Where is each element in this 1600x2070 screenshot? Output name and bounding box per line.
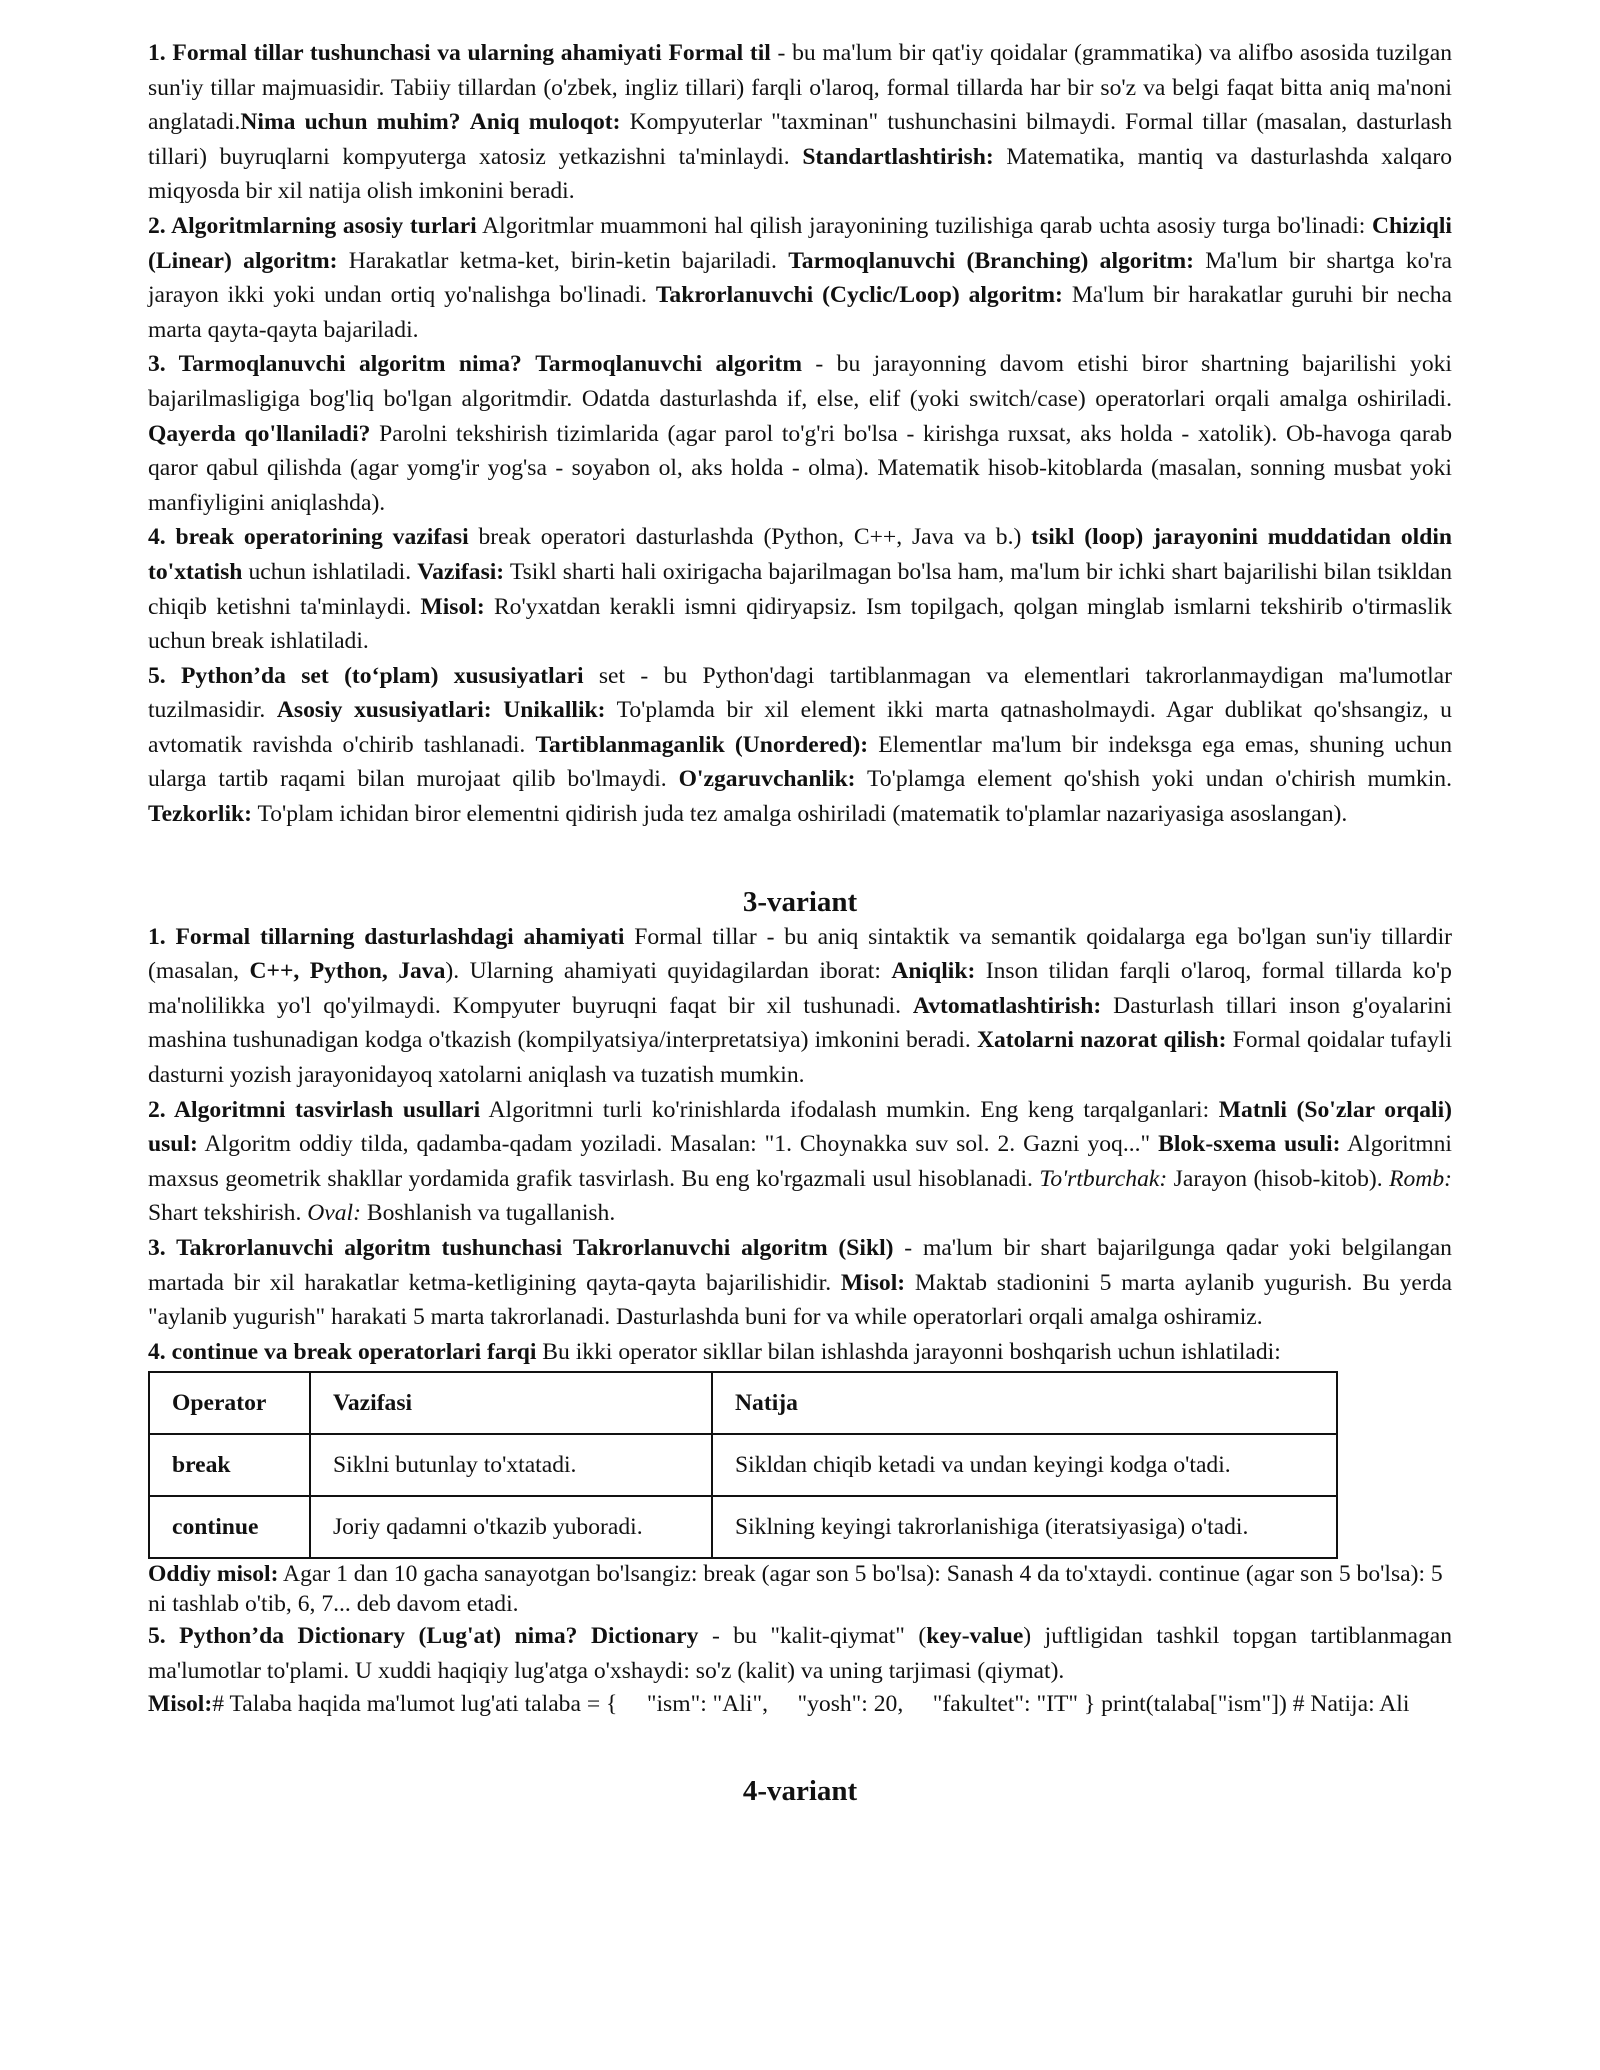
v2-q5-mutable-text: To'plamga element qo'shish yoki undan o'chirish mumkin. xyxy=(855,766,1452,793)
v2-q1-clarity-label: Aniq muloqot: xyxy=(469,109,621,136)
v2-question-4 xyxy=(148,520,1452,658)
v2-q2-title: 2. Algoritmlarning asosiy turlari xyxy=(148,212,477,239)
v3-q2-oval-label: Oval: xyxy=(307,1200,361,1227)
v2-q3-definition: - bu jarayonning davom etishi biror shartning bajarilishi yoki bajarilmasligiga bog'liq bo'lgan algoritmdir. Odatda dasturlashda if, else, elif (yoki switch/case) operatorlari orqali amalga oshiriladi. xyxy=(148,351,1452,412)
v3-q4-title: 4. continue va break operatorlari farqi xyxy=(148,1338,537,1365)
v2-q2-intro: Algoritmlar muammoni hal qilish jarayonining tuzilishiga qarab uchta asosiy turga bo'linadi: xyxy=(476,212,1366,239)
v2-q2-linear-label: Chiziqli (Linear) algoritm: xyxy=(148,212,1452,274)
v3-q5-definition: - bu "kalit-qiymat" ( xyxy=(698,1623,927,1650)
v2-q5-mutable-label: O'zgaruvchanlik: xyxy=(678,766,856,793)
v2-q3-where-label: Qayerda qo'llaniladi? xyxy=(148,420,371,447)
v2-q4-intro-end: uchun ishlatiladi. xyxy=(242,558,412,585)
v2-q1-std-label: Standartlashtirish: xyxy=(802,143,994,170)
v3-q2-flow-label: Blok-sxema usuli: xyxy=(1158,1131,1341,1158)
v3-question-3 xyxy=(148,1231,1452,1335)
v3-q4-simple-example xyxy=(148,1559,1452,1619)
v3-q1-title: 1. Formal tillarning dasturlashdagi ahamiyati xyxy=(148,923,625,950)
table-cell-operator: continue xyxy=(149,1496,310,1558)
table-cell-task: Joriy qadamni o'tkazib yuboradi. xyxy=(310,1496,712,1558)
table-cell-operator: break xyxy=(149,1434,310,1496)
v2-q3-title: 3. Tarmoqlanuvchi algoritm nima? xyxy=(148,351,522,378)
v2-q4-intro: break operatori dasturlashda (Python, C++, Java va b.) xyxy=(468,524,1032,551)
v2-q2-loop-label: Takrorlanuvchi (Cyclic/Loop) algoritm: xyxy=(655,282,1063,309)
v3-q5-title: 5. Python’da Dictionary (Lug'at) nima? xyxy=(148,1623,578,1650)
variant-4-heading: 4-variant xyxy=(742,1774,858,1807)
v2-q5-unique-label: Unikallik: xyxy=(503,697,606,724)
v3-q1-accuracy-label: Aniqlik: xyxy=(891,958,976,985)
v3-q2-rect-label: To'rtburchak: xyxy=(1039,1165,1168,1192)
v2-question-3 xyxy=(148,347,1452,520)
v3-q1-error-text: Formal qoidalar tufayli dasturni yozish jarayonidayoq xatolarni aniqlash va tuzatish mumkin. xyxy=(148,1027,1452,1089)
v3-q1-intro: Formal tillar - bu aniq sintaktik va semantik qoidalarga ega bo'lgan sun'iy tillardir (masalan, xyxy=(148,923,1452,985)
v3-q5-example-label: Misol: xyxy=(148,1690,213,1717)
v3-q1-langs: C++, Python, Java xyxy=(249,958,446,985)
v2-q1-std-text: Matematika, mantiq va dasturlashda xalqaro miqyosda bir xil natija olish imkonini beradi. xyxy=(148,143,1452,205)
v3-question-1 xyxy=(148,920,1452,1093)
table-row xyxy=(149,1496,1337,1558)
variant-3-heading: 3-variant xyxy=(742,885,858,918)
v2-q3-where-text: Parolni tekshirish tizimlarida (agar parol to'g'ri bo'lsa - kirishga ruxsat, aks holda - xatolik). Ob-havoga qarab qaror qabul qilishda (agar yomg'ir yog'sa - soyabon ol, aks holda - olma). Matematik hisob-kitoblarda (masalan, sonning musbat yoki manfiyligini aniqlashda). xyxy=(148,420,1452,516)
v3-q1-automation-label: Avtomatlashtirish: xyxy=(912,992,1102,1019)
v2-q1-why-label: Nima uchun muhim? xyxy=(240,109,461,136)
v3-q4-simple-label: Oddiy misol: xyxy=(148,1561,279,1588)
v3-q3-term: Takrorlanuvchi algoritm (Sikl) xyxy=(572,1235,894,1261)
v2-q5-definition: set - bu Python'dagi tartiblanmagan va elementlari takrorlanmaydigan ma'lumotlar tuzilmasidir. xyxy=(148,662,1452,724)
v2-q2-branch-label: Tarmoqlanuvchi (Branching) algoritm: xyxy=(788,247,1194,274)
v2-q4-title: 4. break operatorining vazifasi xyxy=(148,524,469,551)
v2-q5-unique-text: To'plamda bir xil element ikki marta qatnasholmaydi. Agar dublikat qo'shsangiz, u avtomatik ravishda o'chirib tashlanadi. xyxy=(148,697,1452,758)
table-header-operator: Operator xyxy=(149,1372,310,1434)
table-row xyxy=(149,1434,1337,1496)
v3-q2-flow-text: Algoritmni maxsus geometrik shakllar yordamida grafik tasvirlash. Bu eng ko'rgazmali usul hisoblanadi. xyxy=(148,1131,1452,1192)
v2-q4-task-label: Vazifasi: xyxy=(417,558,505,585)
v3-q1-error-label: Xatolarni nazorat qilish: xyxy=(976,1027,1227,1054)
v3-q4-simple-text: Agar 1 dan 10 gacha sanayotgan bo'lsangiz: break (agar son 5 bo'lsa): Sanash 4 da to'xtaydi. continue (agar son 5 bo'lsa): 5 ni tashlab o'tib, 6, 7... deb davom etadi. xyxy=(148,1561,1443,1618)
v3-q3-example-text: Maktab stadionini 5 marta aylanib yugurish. Bu yerda "aylanib yugurish" harakati 5 marta takrorlanadi. Dasturlashda buni for va while operatorlari orqali amalga oshiramiz. xyxy=(148,1269,1452,1331)
table-cell-task: Siklni butunlay to'xtatadi. xyxy=(310,1434,712,1496)
v2-q5-unordered-text: Elementlar ma'lum bir indeksga ega emas, shuning uchun ularga tartib raqami bilan murojaat qilib bo'lmaydi. xyxy=(148,731,1452,793)
v2-q4-bold-part: tsikl (loop) jarayonini muddatidan oldin to'xtatish xyxy=(148,524,1453,585)
v2-q2-linear-text: Harakatlar ketma-ket, birin-ketin bajariladi. xyxy=(337,247,777,274)
v2-q1-clarity-text: Kompyuterlar "taxminan" tushunchasini bilmaydi. Formal tillar (masalan, dasturlash tillari) buyruqlarni kompyuterga xatosiz yetkazishni ta'minlaydi. xyxy=(148,109,1452,170)
v2-q4-example-label: Misol: xyxy=(420,593,485,620)
v2-question-5 xyxy=(148,659,1452,832)
v3-q5-key-value: key-value xyxy=(926,1623,1024,1650)
operators-table xyxy=(148,1371,1338,1559)
v2-q1-definition: - bu ma'lum bir qat'iy qoidalar (grammatika) va alifbo asosida tuzilgan sun'iy tillar majmuasidir. Tabiiy tillardan (o'zbek, ingliz tillari) farqli o'laroq, formal tillarda har bir so'z va belgi faqat bitta aniq ma'noni anglatadi. xyxy=(148,40,1453,136)
v3-q1-automation-text: Dasturlash tillari inson g'oyalarini mashina tushunadigan kodga o'tkazish (kompilyatsiya/interpretatsiya) imkonini beradi. xyxy=(148,992,1452,1054)
v3-q3-example-label: Misol: xyxy=(840,1269,906,1296)
v3-q2-intro: Algoritmni turli ko'rinishlarda ifodalash mumkin. Eng keng tarqalganlari: xyxy=(480,1096,1210,1123)
v2-q2-branch-text: Ma'lum bir shartga ko'ra jarayon ikki yoki undan ortiq yo'nalishga bo'linadi. xyxy=(148,247,1453,309)
table-header-row xyxy=(149,1372,1337,1434)
v3-question-2 xyxy=(148,1093,1452,1231)
table-cell-result: Sikldan chiqib ketadi va undan keyingi kodga o'tadi. xyxy=(712,1434,1337,1496)
v3-q5-example-code: # Talaba haqida ma'lumot lug'ati talaba = { "ism": "Ali", "yosh": 20, "fakultet": "IT" } print(talaba["ism"]) # Natija: Ali xyxy=(212,1690,1410,1717)
v3-q2-rhomb-label: Romb: xyxy=(1389,1165,1452,1192)
v2-q4-example-text: Ro'yxatdan kerakli ismni qidiryapsiz. Ism topilgach, qolgan minglab ismlarni tekshirib o'tirmaslik uchun break ishlatiladi. xyxy=(148,593,1452,655)
v3-question-5 xyxy=(148,1619,1452,1688)
v2-q3-term: Tarmoqlanuvchi algoritm xyxy=(535,351,803,378)
v3-question-4 xyxy=(148,1335,1452,1370)
v2-q5-unordered-label: Tartiblanmaganlik (Unordered): xyxy=(535,731,869,758)
v3-q2-rect-text: Jarayon (hisob-kitob). xyxy=(1167,1165,1390,1192)
table-header-task: Vazifasi xyxy=(310,1372,712,1434)
v3-q1-intro-end: ). Ularning ahamiyati quyidagilardan iborat: xyxy=(445,958,881,985)
v3-q2-oval-text: Boshlanish va tugallanish. xyxy=(360,1200,616,1227)
v3-q2-text-text: Algoritm oddiy tilda, qadamba-qadam yoziladi. Masalan: "1. Choynakka suv sol. 2. Gazni yoq..." xyxy=(197,1131,1151,1158)
table-cell-result: Siklning keyingi takrorlanishiga (iteratsiyasiga) o'tadi. xyxy=(712,1496,1337,1558)
v3-q5-example xyxy=(148,1689,1452,1719)
v3-q5-definition-end: ) juftligidan tashkil topgan tartiblanmagan ma'lumotlar to'plami. U xuddi haqiqiy lug'atga o'xshaydi: so'z (kalit) va uning tarjimasi (qiymat). xyxy=(148,1623,1453,1684)
v2-q5-props-label: Asosiy xususiyatlari: xyxy=(276,697,492,724)
v3-q3-definition: - ma'lum bir shart bajarilgunga qadar yoki belgilangan martada bir xil harakatlar ketma-ketligining qayta-qayta bajarilishidir. xyxy=(148,1235,1452,1296)
v2-q5-fast-text: To'plam ichidan biror elementni qidirish juda tez amalga oshiriladi (matematik to'plamlar nazariyasiga asoslangan). xyxy=(252,801,1348,828)
v3-q4-intro: Bu ikki operator sikllar bilan ishlashda jarayonni boshqarish uchun ishlatiladi: xyxy=(536,1338,1281,1365)
v2-q5-title: 5. Python’da set (to‘plam) xususiyatlari xyxy=(148,662,584,689)
v2-q2-loop-text: Ma'lum bir harakatlar guruhi bir necha marta qayta-qayta bajariladi. xyxy=(148,282,1453,343)
v2-question-1 xyxy=(148,36,1452,209)
v3-q3-title: 3. Takrorlanuvchi algoritm tushunchasi xyxy=(148,1235,563,1261)
document-page xyxy=(148,36,1452,1809)
v2-q1-term: Formal til xyxy=(668,40,771,66)
v2-q1-title: 1. Formal tillar tushunchasi va ularning ahamiyati xyxy=(148,40,662,66)
v3-q2-text-label: Matnli (So'zlar orqali) usul: xyxy=(148,1096,1452,1158)
v3-q5-term: Dictionary xyxy=(590,1623,699,1650)
v2-question-2 xyxy=(148,209,1452,347)
v3-q2-title: 2. Algoritmni tasvirlash usullari xyxy=(148,1096,481,1123)
v3-q2-rhomb-text: Shart tekshirish. xyxy=(148,1200,308,1227)
v2-q5-fast-label: Tezkorlik: xyxy=(148,801,252,828)
table-header-result: Natija xyxy=(712,1372,1337,1434)
v3-q1-accuracy-text: Inson tilidan farqli o'laroq, formal tillarda ko'p ma'nolilikka yo'l qo'yilmaydi. Kompyuter buyruqni faqat bir xil tushunadi. xyxy=(148,958,1452,1019)
v2-q4-task-text: Tsikl sharti hali oxirigacha bajarilmagan bo'lsa ham, ma'lum bir ichki shart bajarilishi bilan tsikldan chiqib ketishni ta'minlaydi. xyxy=(148,558,1452,620)
